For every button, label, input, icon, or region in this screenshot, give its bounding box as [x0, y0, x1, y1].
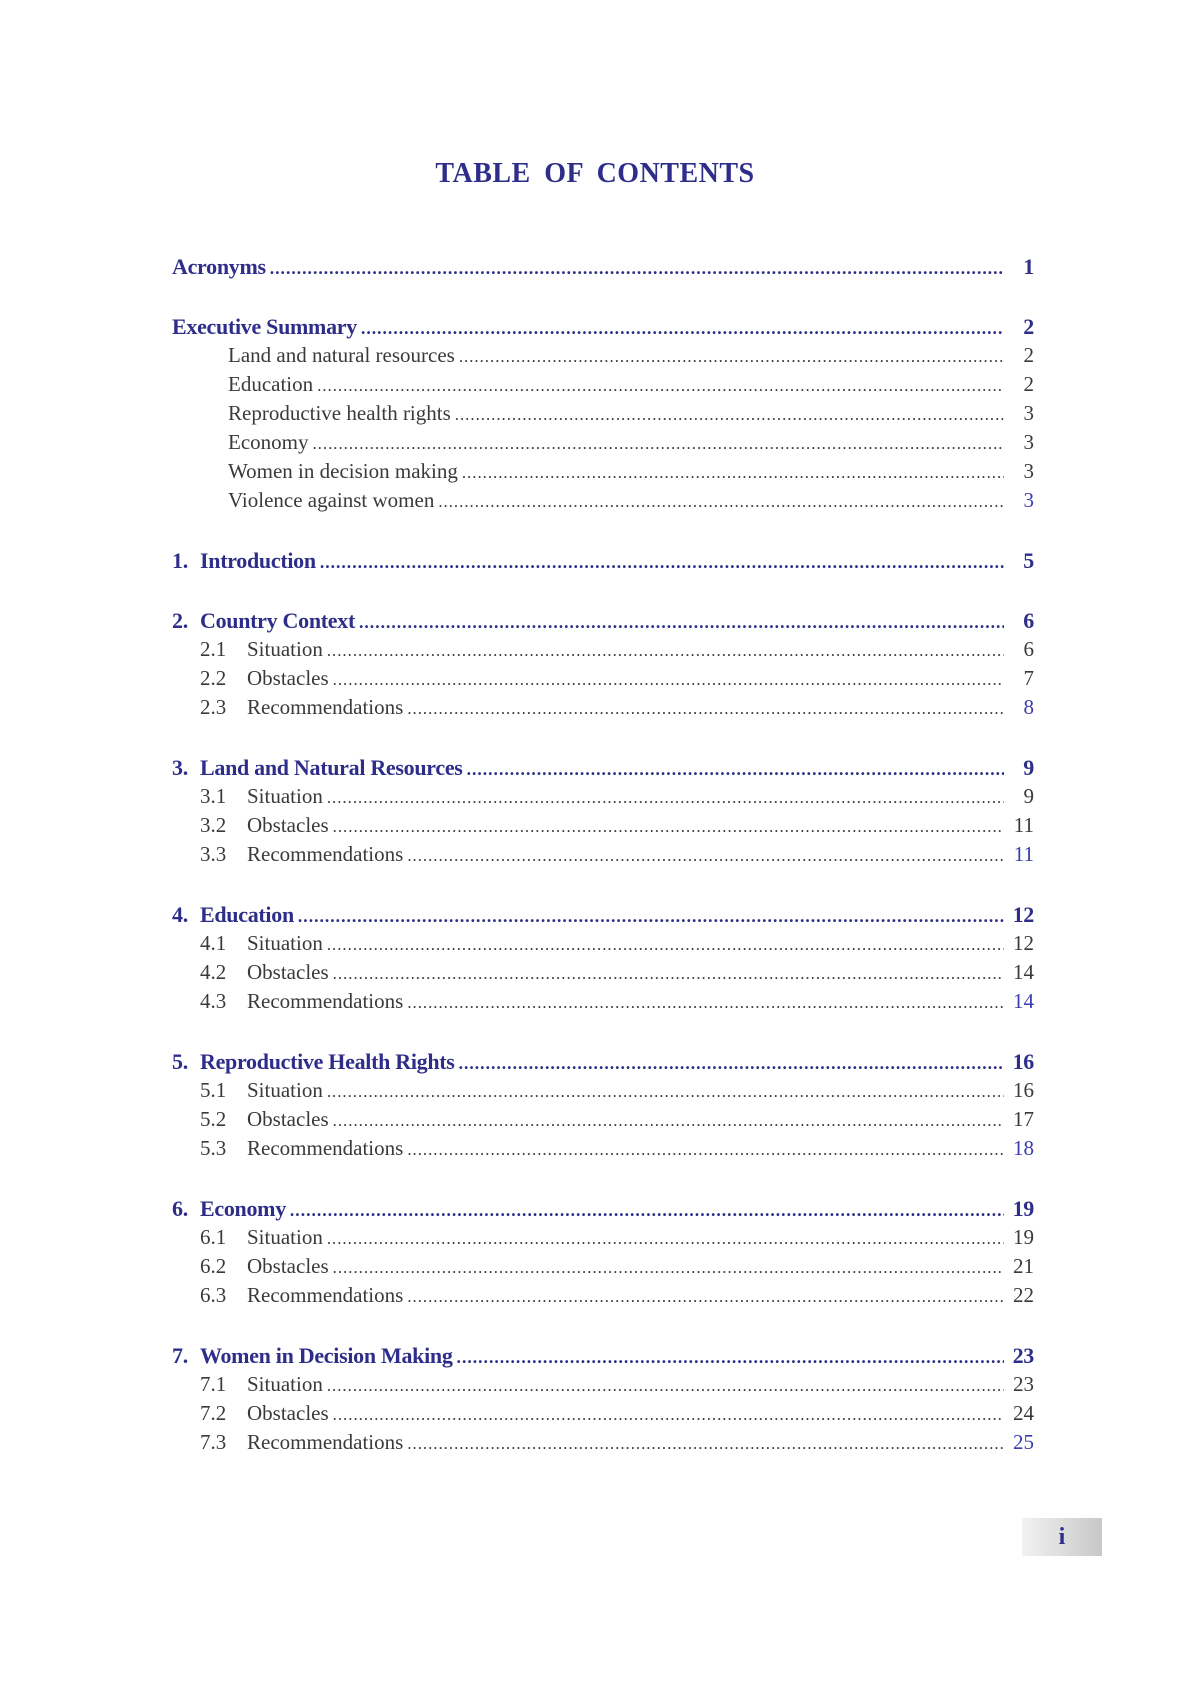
toc-summary-entry[interactable]: [172, 486, 1034, 515]
toc-page-number: 19: [1012, 1196, 1034, 1221]
toc-entry-label: [200, 1252, 333, 1281]
toc-entry-title: Recommendations: [247, 1430, 404, 1454]
toc-page-number: 2: [1023, 372, 1034, 396]
toc-page-number: 24: [1013, 1401, 1034, 1425]
toc-entry-label: [200, 958, 333, 987]
toc-entry-number: 2.3: [200, 695, 227, 719]
toc-entry-title: Obstacles: [247, 960, 329, 984]
toc-entry-label: [200, 635, 327, 664]
toc-entry-label: [200, 929, 327, 958]
dot-leader: [333, 1400, 1004, 1429]
toc-summary-entry[interactable]: [172, 341, 1034, 370]
toc-entry-label: [200, 1428, 407, 1457]
toc-section-entry[interactable]: [172, 546, 1034, 575]
toc-entry-number: 3.: [172, 755, 188, 780]
dot-leader: [270, 254, 1004, 283]
toc-entry-label: [200, 693, 407, 722]
toc-entry-title: Obstacles: [247, 1254, 329, 1278]
dot-leader: [459, 1049, 1004, 1078]
toc-entry-label: [172, 606, 359, 635]
toc-entry-number: 3.2: [200, 813, 227, 837]
toc-section-entry[interactable]: [172, 753, 1034, 782]
page-number-tab: i: [1022, 1518, 1102, 1556]
dot-leader: [298, 902, 1004, 931]
dot-leader: [327, 1077, 1004, 1106]
toc-entry-label: [200, 1134, 407, 1163]
toc-section-entry[interactable]: [172, 900, 1034, 929]
dot-leader: [462, 458, 1004, 487]
toc-entry-label: [172, 1341, 457, 1370]
toc-page-number: 18: [1013, 1136, 1034, 1160]
toc-page-number: 17: [1013, 1107, 1034, 1131]
toc-page-number: 12: [1013, 931, 1034, 955]
toc-page-number: 23: [1012, 1343, 1034, 1368]
dot-leader: [327, 930, 1004, 959]
dot-leader: [333, 959, 1004, 988]
toc-page-number: 9: [1023, 784, 1034, 808]
toc-summary-entry[interactable]: [172, 428, 1034, 457]
dot-leader: [312, 429, 1004, 458]
toc-subsection-entry[interactable]: [172, 1428, 1034, 1457]
dot-leader: [317, 371, 1004, 400]
toc-section-entry[interactable]: [172, 252, 1034, 281]
toc-entry-number: 7.2: [200, 1401, 227, 1425]
toc-subsection-entry[interactable]: [172, 1399, 1034, 1428]
toc-summary-entry[interactable]: [172, 370, 1034, 399]
toc-entry-number: 4.: [172, 902, 188, 927]
toc-page-number: 16: [1013, 1078, 1034, 1102]
toc-entry-label: [200, 1076, 327, 1105]
toc-entry-title: Obstacles: [247, 1401, 329, 1425]
toc-entry-number: 7.3: [200, 1430, 227, 1454]
toc-page-number: 3: [1023, 430, 1034, 454]
toc-subsection-entry[interactable]: [172, 1223, 1034, 1252]
dot-leader: [327, 1371, 1004, 1400]
toc-page-number: 22: [1013, 1283, 1034, 1307]
toc-page-number: 6: [1023, 637, 1034, 661]
toc-page-number: 8: [1023, 695, 1034, 719]
toc-entry-title: Economy: [200, 1196, 286, 1221]
dot-leader: [407, 694, 1004, 723]
toc-entry-number: 5.1: [200, 1078, 227, 1102]
toc-entry-number: 3.1: [200, 784, 227, 808]
dot-leader: [407, 841, 1004, 870]
toc-section-entry[interactable]: [172, 1047, 1034, 1076]
toc-entry-title: Education: [200, 902, 294, 927]
dot-leader: [407, 1429, 1004, 1458]
toc-entry-title: Land and Natural Resources: [200, 755, 463, 780]
toc-page-number: 21: [1013, 1254, 1034, 1278]
toc-subsection-entry[interactable]: [172, 635, 1034, 664]
toc-entry-number: 7.: [172, 1343, 188, 1368]
toc-section-entry[interactable]: [172, 1194, 1034, 1223]
toc-entry-label: [172, 546, 320, 575]
toc-page-number: 1: [1023, 254, 1034, 279]
toc-page-number: 9: [1023, 755, 1034, 780]
dot-leader: [327, 783, 1004, 812]
dot-leader: [333, 665, 1004, 694]
toc-entry-title: Obstacles: [247, 666, 329, 690]
toc-entry-title: Recommendations: [247, 842, 404, 866]
toc-page-number: 2: [1023, 343, 1034, 367]
toc-entry-number: 5.3: [200, 1136, 227, 1160]
toc-entry-number: 5.: [172, 1049, 188, 1074]
toc-entry-number: 4.3: [200, 989, 227, 1013]
toc-entry-title: Land and natural resources: [228, 343, 455, 367]
toc-entry-number: 2.: [172, 608, 188, 633]
toc-page-number: 14: [1013, 989, 1034, 1013]
toc-entry-label: [172, 1047, 459, 1076]
toc-subsection-entry[interactable]: [172, 782, 1034, 811]
toc-page-number: 3: [1023, 401, 1034, 425]
toc-entry-number: 7.1: [200, 1372, 227, 1396]
toc-entry-title: Situation: [247, 1225, 323, 1249]
dot-leader: [327, 1224, 1004, 1253]
toc-entry-label: [228, 341, 459, 370]
toc-entry-title: Situation: [247, 1078, 323, 1102]
toc-section-entry[interactable]: [172, 606, 1034, 635]
toc-subsection-entry[interactable]: [172, 1281, 1034, 1310]
toc-entry-title: Recommendations: [247, 1283, 404, 1307]
toc-entry-label: [200, 1370, 327, 1399]
dot-leader: [407, 1135, 1004, 1164]
toc-entry-title: Recommendations: [247, 695, 404, 719]
toc-entry-title: Recommendations: [247, 1136, 404, 1160]
toc-entry-title: Reproductive health rights: [228, 401, 451, 425]
toc-entry-title: Executive Summary: [172, 314, 357, 339]
toc-page-number: 11: [1013, 842, 1034, 866]
dot-leader: [457, 1343, 1004, 1372]
toc-page-number: 3: [1023, 459, 1034, 483]
toc-entry-label: [172, 1194, 290, 1223]
table-of-contents: [172, 252, 1034, 1457]
toc-entry-label: [172, 252, 270, 281]
dot-leader: [327, 636, 1004, 665]
toc-page-number: 6: [1023, 608, 1034, 633]
toc-entry-label: [228, 486, 438, 515]
dot-leader: [407, 988, 1004, 1017]
toc-entry-label: [200, 811, 333, 840]
dot-leader: [459, 342, 1004, 371]
toc-entry-title: Situation: [247, 784, 323, 808]
dot-leader: [438, 487, 1004, 516]
toc-entry-label: [228, 399, 455, 428]
dot-leader: [333, 1253, 1004, 1282]
toc-summary-entry[interactable]: [172, 399, 1034, 428]
toc-subsection-entry[interactable]: [172, 1370, 1034, 1399]
toc-entry-label: [172, 312, 361, 341]
toc-page-number: 19: [1013, 1225, 1034, 1249]
toc-subsection-entry[interactable]: [172, 1252, 1034, 1281]
toc-entry-label: [200, 840, 407, 869]
toc-entry-title: Situation: [247, 931, 323, 955]
toc-entry-title: Situation: [247, 1372, 323, 1396]
dot-leader: [467, 755, 1004, 784]
toc-entry-title: Obstacles: [247, 1107, 329, 1131]
toc-entry-number: 6.3: [200, 1283, 227, 1307]
toc-entry-title: Situation: [247, 637, 323, 661]
toc-entry-title: Reproductive Health Rights: [200, 1049, 455, 1074]
toc-entry-title: Education: [228, 372, 314, 396]
toc-page-number: 5: [1023, 548, 1034, 573]
toc-subsection-entry[interactable]: [172, 811, 1034, 840]
dot-leader: [361, 314, 1004, 343]
toc-entry-label: [228, 370, 317, 399]
toc-entry-number: 3.3: [200, 842, 227, 866]
toc-subsection-entry[interactable]: [172, 958, 1034, 987]
toc-entry-number: 5.2: [200, 1107, 227, 1131]
toc-entry-label: [228, 428, 312, 457]
dot-leader: [333, 812, 1004, 841]
toc-entry-number: 2.1: [200, 637, 227, 661]
toc-entry-title: Introduction: [200, 548, 316, 573]
toc-section-entry[interactable]: [172, 1341, 1034, 1370]
toc-entry-title: Economy: [228, 430, 309, 454]
toc-subsection-entry[interactable]: [172, 840, 1034, 869]
toc-subsection-entry[interactable]: [172, 1076, 1034, 1105]
toc-entry-title: Country Context: [200, 608, 355, 633]
toc-page-number: 2: [1023, 314, 1034, 339]
toc-entry-label: [200, 664, 333, 693]
page-title: TABLE OF CONTENTS: [435, 158, 755, 189]
toc-entry-label: [200, 1281, 407, 1310]
toc-page-number: 12: [1012, 902, 1034, 927]
toc-entry-label: [200, 782, 327, 811]
toc-subsection-entry[interactable]: [172, 1105, 1034, 1134]
toc-entry-number: 6.2: [200, 1254, 227, 1278]
toc-entry-title: Women in Decision Making: [200, 1343, 453, 1368]
dot-leader: [407, 1282, 1004, 1311]
toc-entry-title: Acronyms: [172, 254, 266, 279]
toc-subsection-entry[interactable]: [172, 664, 1034, 693]
toc-subsection-entry[interactable]: [172, 987, 1034, 1016]
toc-entry-label: [172, 753, 467, 782]
toc-entry-label: [172, 900, 298, 929]
toc-subsection-entry[interactable]: [172, 929, 1034, 958]
toc-entry-number: 4.2: [200, 960, 227, 984]
toc-page-number: 11: [1013, 813, 1034, 837]
toc-page-number: 25: [1013, 1430, 1034, 1454]
toc-page-number: 7: [1023, 666, 1034, 690]
toc-section-entry[interactable]: [172, 312, 1034, 341]
toc-entry-number: 6.1: [200, 1225, 227, 1249]
toc-entry-number: 2.2: [200, 666, 227, 690]
toc-entry-label: [228, 457, 462, 486]
toc-entry-label: [200, 1223, 327, 1252]
toc-page-number: 23: [1013, 1372, 1034, 1396]
toc-entry-number: 6.: [172, 1196, 188, 1221]
dot-leader: [359, 608, 1004, 637]
toc-entry-label: [200, 1399, 333, 1428]
toc-page-number: 3: [1023, 488, 1034, 512]
toc-entry-number: 1.: [172, 548, 188, 573]
toc-entry-label: [200, 1105, 333, 1134]
dot-leader: [455, 400, 1004, 429]
toc-subsection-entry[interactable]: [172, 693, 1034, 722]
dot-leader: [290, 1196, 1004, 1225]
toc-entry-number: 4.1: [200, 931, 227, 955]
toc-entry-title: Women in decision making: [228, 459, 458, 483]
toc-entry-title: Obstacles: [247, 813, 329, 837]
toc-page-number: 14: [1013, 960, 1034, 984]
toc-entry-title: Violence against women: [228, 488, 435, 512]
toc-subsection-entry[interactable]: [172, 1134, 1034, 1163]
dot-leader: [320, 548, 1004, 577]
toc-entry-title: Recommendations: [247, 989, 404, 1013]
dot-leader: [333, 1106, 1004, 1135]
toc-summary-entry[interactable]: [172, 457, 1034, 486]
toc-entry-label: [200, 987, 407, 1016]
toc-page-number: 16: [1012, 1049, 1034, 1074]
